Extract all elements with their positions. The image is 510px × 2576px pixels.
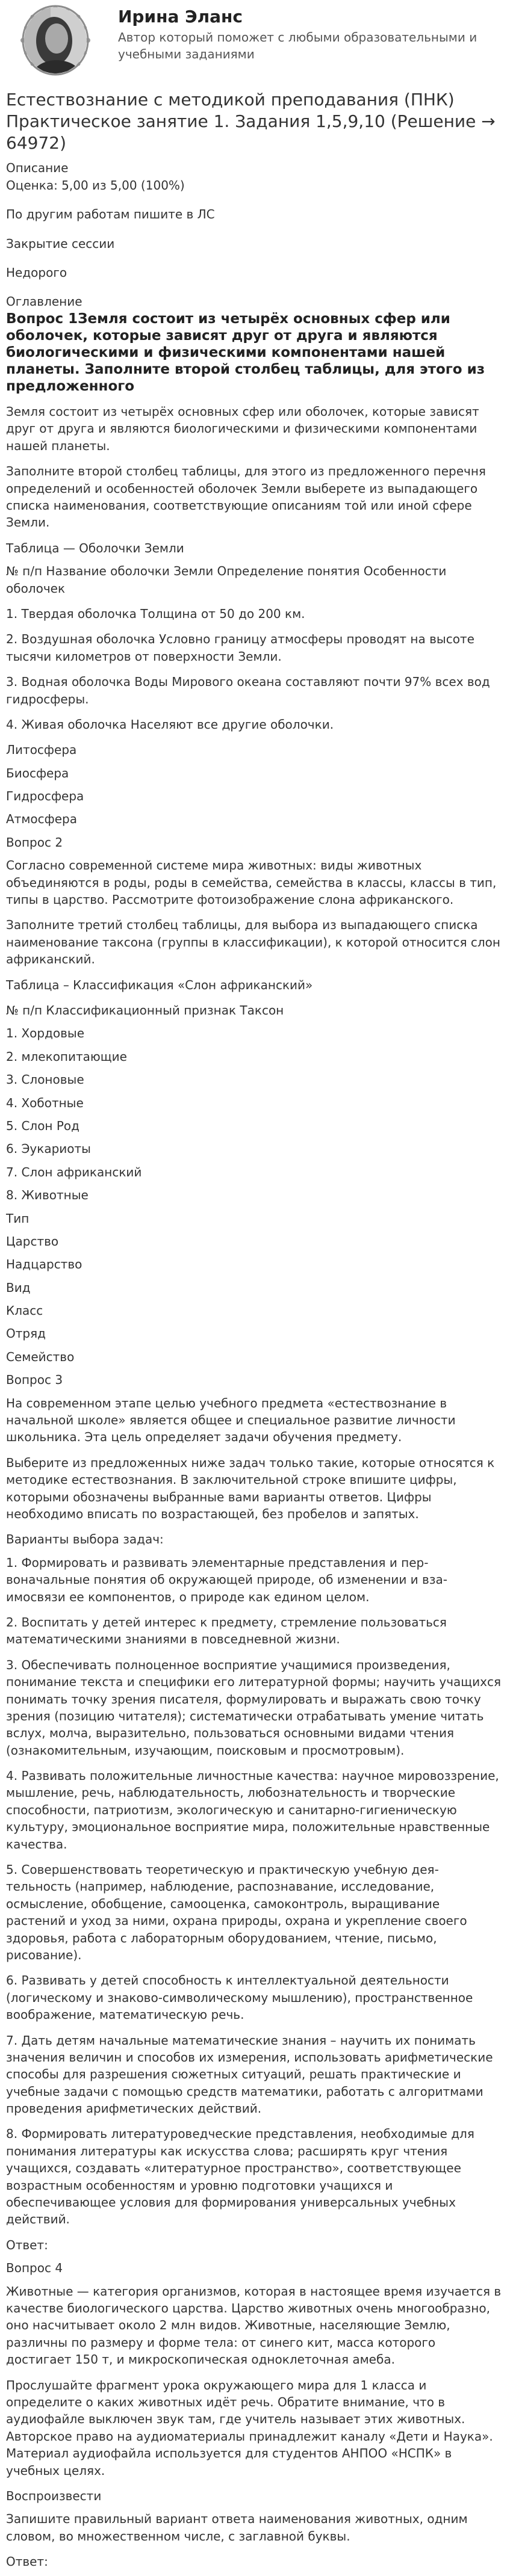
body-paragraph: Прослушайте фрагмент урока окружающего мира для 1 класса и определите о каких животных идёт речь. Обратите внимание, что в аудиофайле выключен звук там, где учитель называет этих животных. Авторское право на аудиоматериалы принадлежит каналу «Дети и Наука». Материал аудиофайла используется для студентов АНПОО «НСПК» в учебных целях. — [6, 2377, 493, 2478]
description-label: Описание — [6, 161, 69, 176]
body-paragraph: Вид — [6, 1280, 31, 1295]
question-heading: Вопрос 1Земля состоит из четырёх основных сфер или оболочек, которые зависят друг от друга и являются биологическими и физическими компонентами нашей планеты. Заполните второй столбец таблицы, для этого из предложенного — [6, 310, 485, 395]
contents-label: Оглавление — [6, 294, 82, 309]
body-paragraph: 5. Совершенствовать теоретическую и практическую учебную дея-тельность (например, наблюдение, распознавание, исследование, осмысление, обобщение, самооценка, самоконтроль, выращивание растений и уход за ними, охрана природы, охрана и укрепление своего здоровья, работа с лабораторным оборудованием, чтение, письмо, рисование). — [6, 1862, 467, 1962]
body-paragraph: 1. Твердая оболочка Толщина от 50 до 200 км. — [6, 606, 305, 621]
body-paragraph: 1. Формировать и развивать элементарные представления и пер-воначальные понятия об окружающей природе, об изменении и вза-имосвязи ее компонентов, о природе как едином целом. — [6, 1555, 447, 1604]
body-paragraph: Вопрос 3 — [6, 1373, 63, 1388]
body-paragraph: Таблица – Классификация «Слон африканский» — [6, 977, 313, 992]
body-paragraph: 4. Развивать положительные личностные качества: научное мировоззрение, мышление, речь, наблюдательность, любознательность и творческие способности, патриотизм, экологическую и санитарно-гигиеническую культуру, эмоциональное восприятие мира, положительные нравственные качества. — [6, 1768, 499, 1852]
body-paragraph: На современном этапе целью учебного предмета «естествознание в начальной школе» является общее и специальное развитие личности школьника. Эта цель определяет задачи обучения предмету. — [6, 1395, 456, 1445]
body-paragraph: Согласно современной системе мира животных: виды животных объединяются в роды, роды в семейства, семейства в классы, классы в тип, типы в царство. Рассмотрите фотоизображение слона африканского. — [6, 858, 497, 907]
body-paragraph: 2. млекопитающие — [6, 1049, 127, 1064]
body-paragraph: 7. Дать детям начальные математические знания – научить их понимать значения величин и способов их измерения, использовать арифметические способы для разрешения сюжетных ситуаций, решать практические и учебные задачи с помощью средств математики, работать с алгоритмами проведения арифметических действий. — [6, 2033, 493, 2116]
body-paragraph: Семейство — [6, 1349, 75, 1364]
body-paragraph: Биосфера — [6, 765, 69, 780]
price-text: Недорого — [6, 265, 67, 280]
body-paragraph: Воспроизвести — [6, 2488, 102, 2503]
body-paragraph: Животные — категория организмов, которая в настоящее время изучается в качестве биологического царства. Царство животных очень многообразно, оно насчитывает около 2 млн видов. Животные, населяющие Землю, различны по размеру и форме тела: от синего кит, масса которого достигает 150 т, и микроскопическая одноклеточная амеба. — [6, 2284, 502, 2367]
body-paragraph: Отряд — [6, 1326, 46, 1341]
body-paragraph: 5. Слон Род — [6, 1118, 79, 1133]
author-description: Автор который поможет с любыми образовательными и учебными заданиями — [118, 30, 477, 61]
body-paragraph: 3. Обеспечивать полноценное восприятие учащимися произведения, понимание текста и специфики его литературной формы; научить учащихся понимать точку зрения писателя, формулировать и выражать свою точку зрения (позицию читателя); систематически отрабатывать умение читать вслух, молча, выразительно, пользоваться основными видами чтения (ознакомительным, изучающим, поисковым и просмотровым). — [6, 1657, 501, 1758]
body-paragraph: Запишите правильный вариант ответа наименования животных, одним словом, во множественном числе, с заглавной буквы. — [6, 2512, 468, 2544]
body-paragraph: 1. Хордовые — [6, 1026, 85, 1041]
body-paragraph: 2. Воспитать у детей интерес к предмету, стремление пользоваться математическими знаниями в повседневной жизни. — [6, 1614, 447, 1647]
body-paragraph: Ответ: — [6, 2554, 48, 2569]
body-paragraph: Тип — [6, 1211, 30, 1226]
author-header — [6, 0, 503, 82]
contact-text: По другим работам пишите в ЛС — [6, 207, 215, 222]
body-paragraph: 4. Живая оболочка Населяют все другие оболочки. — [6, 717, 334, 732]
body-paragraph: Заполните третий столбец таблицы, для выбора из выпадающего списка наименование таксона (группы в классификации), к которой относится слон африканский. — [6, 918, 500, 967]
body-paragraph: Класс — [6, 1303, 43, 1318]
body-paragraph: Вопрос 4 — [6, 2261, 63, 2276]
body-paragraph: 2. Воздушная оболочка Условно границу атмосферы проводят на высоте тысячи километров от поверхности Земли. — [6, 632, 474, 664]
rating-text: Оценка: 5,00 из 5,00 (100%) — [6, 178, 185, 193]
body-paragraph: Земля состоит из четырёх основных сфер или оболочек, которые зависят друг от друга и являются биологическими и физическими компонентами нашей планеты. — [6, 404, 479, 453]
avatar-photo — [14, 5, 96, 76]
body-paragraph: Заполните второй столбец таблицы, для этого из предложенного перечня определений и особенностей оболочек Земли выберете из выпадающего списка наименования, соответствующие описаниям той или иной сфере Земли. — [6, 464, 486, 530]
body-paragraph: 6. Развивать у детей способность к интеллектуальной деятельности (логическому и знаково-символическому мышлению), пространственное воображение, математическую речь. — [6, 1973, 473, 2022]
body-paragraph: 7. Слон африканский — [6, 1164, 142, 1179]
body-paragraph: Таблица — Оболочки Земли — [6, 540, 184, 555]
body-paragraph: 3. Слоновые — [6, 1072, 84, 1087]
body-paragraph: Выберите из предложенных ниже задач только такие, которые относятся к методике естествознания. В заключительной строке впишите цифры, которыми обозначены выбранные вами варианты ответов. Цифры необходимо вписать по возрастающей, без пробелов и запятых. — [6, 1455, 495, 1521]
body-paragraph: Царство — [6, 1234, 59, 1249]
author-name[interactable]: Ирина Эланс — [118, 7, 243, 26]
body-text — [6, 403, 503, 2570]
body-paragraph: Ответ: — [6, 2237, 48, 2252]
session-text: Закрытие сессии — [6, 236, 115, 251]
body-paragraph: Надцарство — [6, 1257, 82, 1272]
body-paragraph: № п/п Название оболочки Земли Определение понятия Особенности оболочек — [6, 564, 447, 596]
body-paragraph: 8. Животные — [6, 1188, 89, 1203]
body-paragraph: № п/п Классификационный признак Таксон — [6, 1003, 284, 1018]
body-paragraph: Литосфера — [6, 743, 77, 758]
body-paragraph: 4. Хоботные — [6, 1095, 84, 1110]
body-paragraph: Атмосфера — [6, 812, 78, 827]
body-paragraph: Вопрос 2 — [6, 835, 63, 850]
body-paragraph: 8. Формировать литературоведческие представления, необходимые для понимания литературы как искусства слова; расширять круг чтения учащихся, создавать «литературное пространство», соответствующее возрастным особенностям и уровню подготовки учащихся и обеспечивающее условия для формирования универсальных учебных действий. — [6, 2127, 474, 2227]
body-paragraph: 6. Эукариоты — [6, 1141, 91, 1157]
body-paragraph: Варианты выбора задач: — [6, 1532, 164, 1547]
body-paragraph: 3. Водная оболочка Воды Мирового океана составляют почти 97% всех вод гидросферы. — [6, 675, 490, 706]
author-avatar[interactable] — [14, 5, 96, 76]
body-paragraph: Гидросфера — [6, 789, 84, 804]
document-title: Естествознание с методикой преподавания (ПНК) Практическое занятие 1. Задания 1,5,9,10 (Решение → 64972) — [6, 90, 496, 153]
